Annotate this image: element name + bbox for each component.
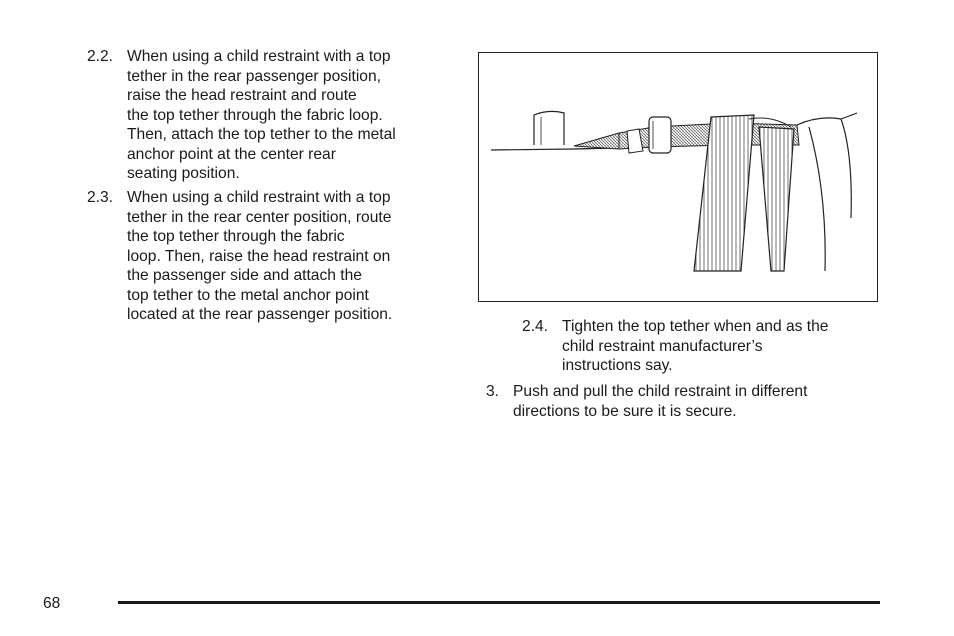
step-2-4 — [522, 317, 828, 376]
step-text: When using a child restraint with a top tether in the rear passenger position, raise the head restraint and route the top tether through the fabric loop. Then, attach the top tether to the metal anchor point at the center rear seating position. — [127, 48, 396, 182]
step-2-3 — [87, 188, 392, 325]
step-number: 2.2. — [87, 48, 114, 65]
step-3 — [486, 382, 807, 421]
footer-rule — [118, 601, 880, 604]
page-number: 68 — [43, 595, 61, 612]
seat-back-edge — [809, 127, 825, 271]
tether-routing-drawing — [479, 53, 879, 303]
step-text: Push and pull the child restraint in different directions to be sure it is secure. — [513, 383, 808, 420]
tether-illustration — [478, 52, 878, 302]
fabric-loop-rear — [759, 127, 794, 271]
step-2-2 — [87, 47, 396, 184]
step-number: 2.4. — [522, 318, 549, 335]
step-text: When using a child restraint with a top tether in the rear center position, route the top tether through the fabric loop. Then, raise the head restraint on the passenger side and attach the top tether to the metal anchor point located at the rear passenger position. — [127, 189, 393, 323]
head-restraint-post — [534, 111, 564, 145]
head-restraint-right — [797, 118, 851, 218]
step-number: 2.3. — [87, 189, 114, 206]
tether-adjuster — [649, 117, 671, 153]
step-text: Tighten the top tether when and as the child restraint manufacturer’s instructions say. — [562, 318, 829, 374]
step-number: 3. — [486, 383, 500, 400]
